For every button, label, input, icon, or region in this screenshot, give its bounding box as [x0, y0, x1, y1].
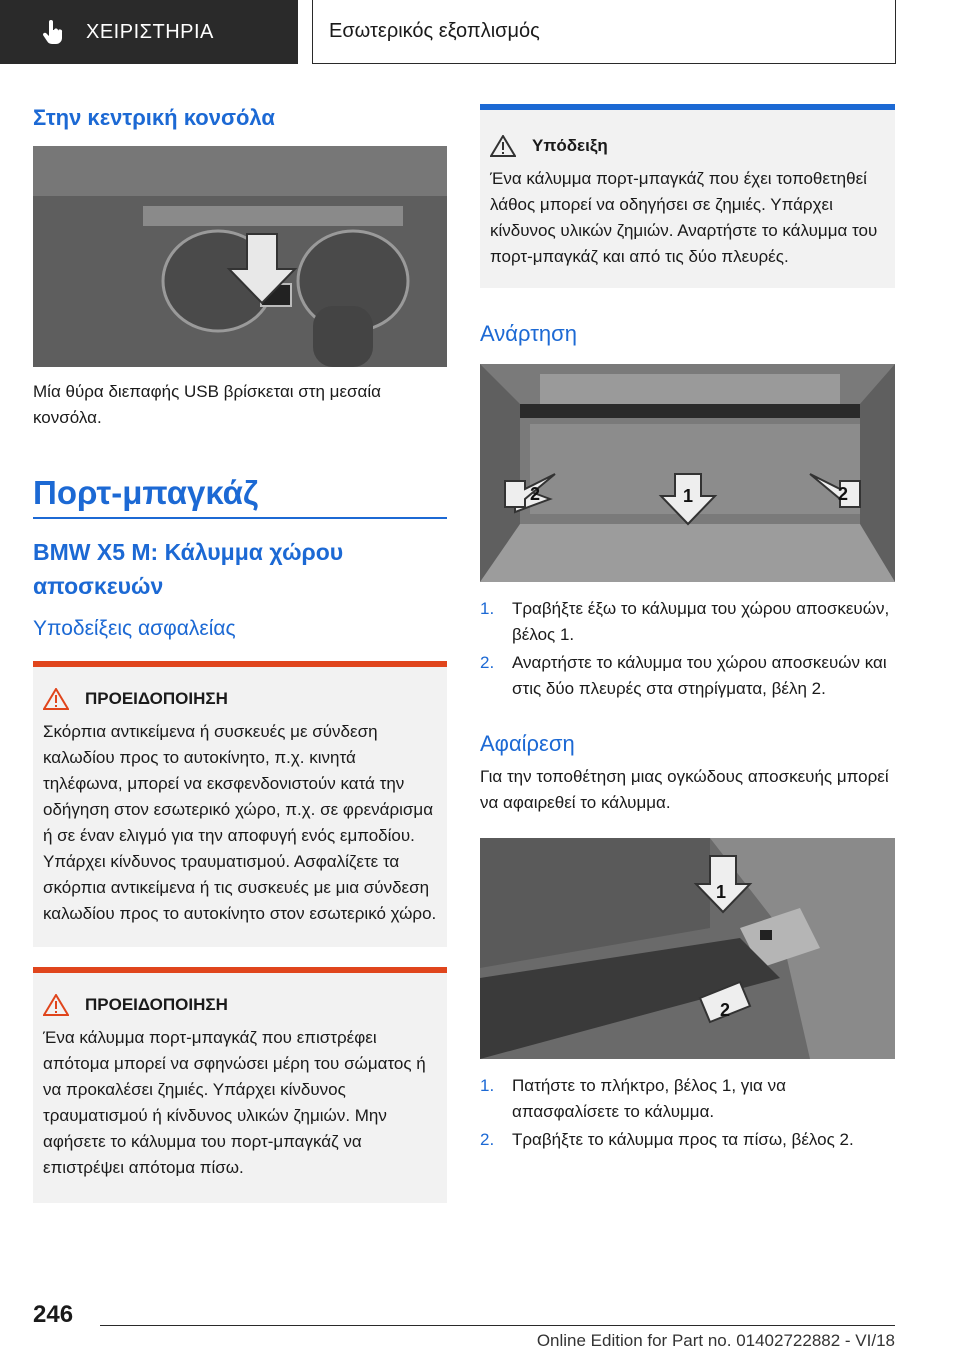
model-heading: BMW X5 M: Κάλυμμα χώρου αποσκευών	[33, 539, 344, 599]
list-item-text: Τραβήξτε το κάλυμμα προς τα πίσω, βέλος 2.	[512, 1130, 854, 1149]
warning-title-2	[43, 991, 437, 1019]
arrow-label-2-right: 2	[838, 484, 849, 504]
notice-title	[490, 132, 883, 160]
remove-intro: Για την τοποθέτηση μιας ογκώδους αποσκευής μπορεί να αφαιρεθεί το κάλυμμα.	[480, 767, 889, 812]
page-number: 246	[33, 1301, 74, 1328]
hang-heading: Ανάρτηση	[480, 321, 577, 346]
notice-title-text: Υπόδειξη	[532, 136, 608, 155]
list-item-text: Πατήστε το πλήκτρο, βέλος 1, για να απασφαλίσετε το κάλυμμα.	[512, 1076, 786, 1121]
arrow-label-2: 2	[720, 1000, 731, 1020]
luggage-heading: Πορτ-μπαγκάζ	[33, 474, 259, 511]
notice-text: Ένα κάλυμμα πορτ-μπαγκάζ που έχει τοποθετηθεί λάθος μπορεί να οδηγήσει σε ζημιές. Υπάρχει κίνδυνος υλικών ζημιών. Αναρτήστε το κάλυμμα του πορτ-μπαγκάζ και από τις δύο πλευρές.	[490, 169, 878, 266]
cover-release-illustration	[480, 838, 895, 1059]
list-item	[480, 650, 895, 702]
warning-title-1	[43, 685, 437, 713]
warning-title-text-2: ΠΡΟΕΙΔΟΠΟΙΗΣΗ	[85, 995, 228, 1014]
warning-title-text-1: ΠΡΟΕΙΔΟΠΟΙΗΣΗ	[85, 689, 228, 708]
right-column	[480, 104, 895, 1153]
arrow-label-1: 1	[683, 486, 694, 506]
list-item-number: 2.	[480, 1130, 495, 1149]
section-title: Εσωτερικός εξοπλισμός	[312, 0, 896, 64]
arrow-label-2-left: 2	[530, 484, 541, 504]
footer-rule	[100, 1325, 895, 1326]
safety-heading: Υποδείξεις ασφαλείας	[33, 617, 236, 640]
remove-heading: Αφαίρεση	[480, 731, 575, 756]
list-item-number: 2.	[480, 653, 495, 672]
warning-triangle-icon	[43, 688, 69, 710]
page-footer	[0, 1295, 960, 1362]
console-heading: Στην κεντρική κονσόλα	[33, 105, 275, 130]
list-item-number: 1.	[480, 1076, 495, 1095]
left-column	[33, 96, 447, 1203]
warning-box-2	[33, 967, 447, 1203]
luggage-cover-illustration	[480, 364, 895, 582]
list-item-text: Τραβήξτε έξω το κάλυμμα του χώρου αποσκευών, βέλος 1.	[512, 599, 890, 644]
cover-release-photo	[480, 838, 895, 1059]
heading-rule	[33, 517, 447, 519]
remove-steps-list	[480, 1073, 895, 1153]
console-usb-photo	[33, 146, 447, 367]
luggage-cover-photo	[480, 364, 895, 582]
warning-box-1	[33, 661, 447, 947]
notice-triangle-icon	[490, 135, 516, 157]
edition-label: Online Edition for Part no. 01402722882 - VI/18	[536, 1331, 895, 1350]
arrow-label-1: 1	[716, 882, 727, 902]
list-item-text: Αναρτήστε το κάλυμμα του χώρου αποσκευών και στις δύο πλευρές στα στηρίγματα, βέλη 2.	[512, 653, 887, 698]
warning-triangle-icon	[43, 994, 69, 1016]
console-illustration	[33, 146, 447, 367]
hang-steps-list	[480, 596, 895, 702]
console-caption: Μία θύρα διεπαφής USB βρίσκεται στη μεσαία κονσόλα.	[33, 382, 381, 427]
list-item	[480, 1127, 895, 1153]
warning-text-1: Σκόρπια αντικείμενα ή συσκευές με σύνδεση καλωδίου προς το αυτοκίνητο, π.χ. κινητά τηλέφωνα, μπορεί να εκσφενδονιστούν κατά την οδήγηση στον εσωτερικό χώρο, π.χ. σε φρενάρισμα ή σε έναν ελιγμό για την αποφυγή ενός εμποδίου. Υπάρχει κίνδυνος τραυματισμού. Ασφαλίζετε τα σκόρπια αντικείμενα ή τις συσκευές με μια σύνδεση καλωδίου προς το αυτοκίνητο στον εσωτερικό χώρο.	[43, 722, 437, 923]
list-item-number: 1.	[480, 599, 495, 618]
notice-box	[480, 104, 895, 288]
list-item	[480, 1073, 895, 1125]
page-header	[0, 0, 960, 66]
chapter-label: ΧΕΙΡΙΣΤΗΡΙΑ	[86, 20, 214, 43]
warning-text-2: Ένα κάλυμμα πορτ-μπαγκάζ που επιστρέφει απότομα μπορεί να σφηνώσει μέρη του σώματος ή να προκαλέσει ζημιές. Υπάρχει κίνδυνος τραυματισμού ή κίνδυνος υλικών ζημιών. Μην αφήσετε το κάλυμμα του πορτ-μπαγκάζ να επιστρέψει απότομα πίσω.	[43, 1028, 426, 1177]
chapter-tab	[0, 0, 298, 64]
hand-pointer-icon	[40, 19, 66, 45]
list-item	[480, 596, 895, 648]
